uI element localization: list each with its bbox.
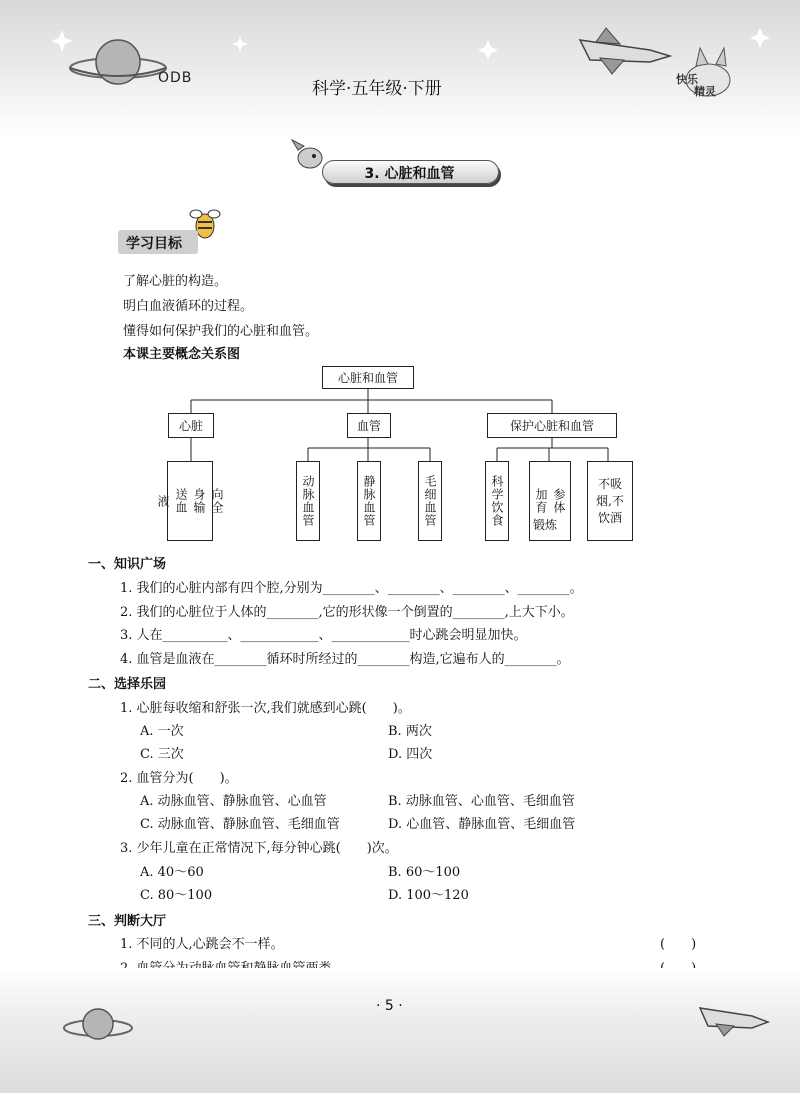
- option-c: C. 80～100: [140, 888, 213, 903]
- header-decoration: [0, 0, 800, 135]
- option-c: C. 三次: [140, 747, 184, 762]
- header-band: [0, 0, 800, 135]
- dragon-icon: [292, 140, 322, 168]
- option-d: D. 100～120: [388, 888, 469, 903]
- section1-title: 一、知识广场: [88, 557, 167, 572]
- concept-map-heading: 本课主要概念关系图: [123, 347, 241, 362]
- option-d: D. 心血管、静脉血管、毛细血管: [388, 817, 576, 832]
- option-a: A. 动脉血管、静脉血管、心血管: [140, 794, 327, 809]
- space-shuttle-icon: [580, 28, 670, 74]
- concept-protect: 保护心脏和血管: [487, 413, 617, 438]
- publisher-logo: ODB: [158, 70, 193, 86]
- goals-heading: 学习目标: [126, 236, 182, 252]
- answer-paren: ( ): [660, 937, 697, 952]
- section3-title: 三、判断大厅: [88, 914, 167, 929]
- leaf-col: 送血: [174, 488, 188, 514]
- leaf-col: 液: [156, 494, 170, 508]
- concept-vein: 静脉血管: [357, 461, 381, 541]
- book-title: 科学·五年级·下册: [312, 79, 442, 99]
- brand-logo: [676, 74, 716, 98]
- option-a: A. 40～60: [140, 865, 204, 880]
- section2-title: 二、选择乐园: [88, 677, 167, 692]
- option-d: D. 四次: [388, 747, 433, 762]
- leaf-col: 身输: [192, 488, 206, 514]
- concept-vessel: 血管: [347, 413, 391, 438]
- s2-question-1: 1. 心脏每收缩和舒张一次,我们就感到心跳( )。: [120, 701, 411, 716]
- leaf-col: 向全: [210, 488, 224, 514]
- leaf-col: 加育: [534, 488, 548, 514]
- concept-diet: 科学饮食: [485, 461, 509, 541]
- concept-heart: 心脏: [168, 413, 214, 438]
- s1-question-1: 1. 我们的心脏内部有四个腔,分别为________、________、________、________。: [120, 581, 583, 596]
- leaf-line: 不吸: [597, 476, 622, 491]
- leaf-col: 参体: [552, 488, 566, 514]
- concept-exercise-bottom: 锻炼: [533, 518, 558, 532]
- page-number: · 5 ·: [376, 998, 403, 1014]
- goal-item: 了解心脏的构造。: [123, 274, 228, 289]
- lesson-title: 3. 心脏和血管: [364, 166, 455, 182]
- goal-item: 明白血液循环的过程。: [123, 299, 254, 314]
- goal-item: 懂得如何保护我们的心脏和血管。: [123, 324, 319, 339]
- leaf-line: 烟,不: [596, 493, 624, 508]
- concept-no-smoke: [587, 461, 633, 541]
- footer-decoration: [0, 968, 800, 1093]
- leaf-line: 饮酒: [597, 510, 622, 525]
- concept-root: 心脏和血管: [322, 366, 414, 389]
- option-b: B. 60～100: [388, 865, 461, 880]
- s1-question-3: 3. 人在__________、____________、____________时心跳会明显加快。: [120, 628, 527, 643]
- concept-heart-function: [156, 461, 224, 541]
- planet-icon: [70, 40, 166, 84]
- brand-line1: 快乐: [676, 73, 698, 86]
- s1-question-2: 2. 我们的心脏位于人体的________,它的形状像一个倒置的________,上大下小。: [120, 605, 574, 620]
- footer-band: [0, 968, 800, 1093]
- option-c: C. 动脉血管、静脉血管、毛细血管: [140, 817, 340, 832]
- brand-line2: 精灵: [694, 85, 716, 98]
- s1-question-4: 4. 血管是血液在________循环时所经过的________构造,它遍布人的________。: [120, 652, 570, 667]
- option-a: A. 一次: [140, 724, 184, 739]
- option-b: B. 动脉血管、心血管、毛细血管: [388, 794, 575, 809]
- planet-icon: [64, 1009, 132, 1039]
- space-shuttle-icon: [700, 1008, 768, 1036]
- s2-question-2: 2. 血管分为( )。: [120, 771, 238, 786]
- s3-question-1: 1. 不同的人,心跳会不一样。: [120, 937, 284, 952]
- option-b: B. 两次: [388, 724, 432, 739]
- concept-capillary: 毛细血管: [418, 461, 442, 541]
- s2-question-3: 3. 少年儿童在正常情况下,每分钟心跳( )次。: [120, 841, 398, 856]
- concept-artery: 动脉血管: [296, 461, 320, 541]
